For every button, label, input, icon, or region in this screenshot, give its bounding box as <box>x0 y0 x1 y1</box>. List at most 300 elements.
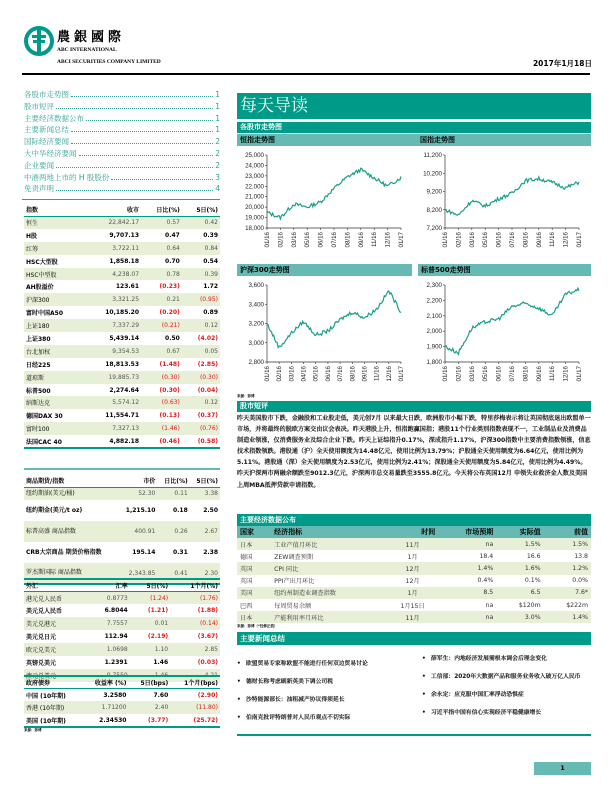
svg-text:12/16: 12/16 <box>562 232 570 248</box>
chart-source: 来源：彭博 <box>237 394 255 398</box>
cell-value: 2.50 <box>203 507 218 514</box>
cell-value: 巴西 <box>240 602 253 610</box>
toc-item-label: 企业要闻 <box>24 160 54 170</box>
cell-value: 1.2% <box>544 562 591 574</box>
table-row <box>237 538 591 550</box>
cell-value: (1.76) <box>170 592 220 605</box>
cell-value: 7,337.29 <box>85 319 141 332</box>
news-list-right <box>422 655 594 727</box>
toc-item-label: 主要新闻总结 <box>24 125 69 135</box>
svg-text:3,600: 3,600 <box>248 282 264 289</box>
cell-value: 0.01 <box>130 617 170 630</box>
svg-text:11,200: 11,200 <box>423 152 442 159</box>
cell-value: 0.67 <box>141 345 182 358</box>
column-header: 日比(%) <box>157 475 189 487</box>
cell-value: 美国 <box>237 587 271 599</box>
cell-value: 0.54 <box>203 257 218 265</box>
cell-value: 0.7550 <box>87 669 130 682</box>
svg-text:04/16: 04/16 <box>300 366 308 382</box>
cell-value: (1.88) <box>197 607 218 615</box>
table-row <box>24 617 220 630</box>
row-label: 纽约期油(美元/桶) <box>24 487 118 500</box>
svg-text:23,000: 23,000 <box>245 172 264 180</box>
header-divider <box>22 73 590 75</box>
toc-item-page: 1 <box>215 101 220 111</box>
svg-text:19,000: 19,000 <box>245 214 264 222</box>
toc-item[interactable] <box>24 183 220 195</box>
page-number: 1 <box>534 762 591 775</box>
svg-text:08/16: 08/16 <box>349 366 357 382</box>
cell-value: 7.7557 <box>87 617 130 630</box>
svg-text:09/16: 09/16 <box>357 232 365 248</box>
news-item <box>422 709 594 718</box>
cell-value: 1.4% <box>438 562 496 574</box>
cell-value: 195.14 <box>132 549 156 556</box>
svg-text:06/16: 06/16 <box>324 366 332 382</box>
cell-value: 52.30 <box>118 487 158 500</box>
table-row <box>24 435 220 448</box>
cell-value: (3.67) <box>197 633 218 641</box>
table-row <box>24 358 220 371</box>
cell-value: 英国 <box>237 562 271 574</box>
table-row <box>24 319 220 332</box>
row-label: AH股溢价 <box>26 284 54 292</box>
svg-text:02/16: 02/16 <box>277 232 285 248</box>
commodities-table <box>24 475 220 585</box>
cell-value: 0.12 <box>182 319 220 332</box>
table-row <box>24 714 220 727</box>
column-header: 外汇 <box>24 579 87 592</box>
cell-value: 1.10 <box>130 643 170 656</box>
cell-value: 18.4 <box>479 552 494 560</box>
row-label: 澳元兑美元 <box>24 669 87 682</box>
svg-text:05/16: 05/16 <box>312 366 320 382</box>
svg-text:24,000: 24,000 <box>245 162 264 170</box>
cell-value: 3,722.11 <box>85 242 141 255</box>
svg-text:03/16: 03/16 <box>288 366 296 382</box>
column-header: 5日(%) <box>182 204 220 216</box>
cell-value: 6.8044 <box>104 607 128 615</box>
cell-value: 3.2580 <box>103 691 127 699</box>
cell-value: 0.70 <box>165 257 180 265</box>
column-header: 收益率 (%) <box>82 676 129 689</box>
cell-value: 2.30 <box>190 563 220 584</box>
column-header: 商品期货/指数 <box>24 475 118 487</box>
cell-value: (4.02) <box>197 334 218 342</box>
svg-text:03/16: 03/16 <box>468 232 476 248</box>
toc-item-page: 1 <box>215 113 220 123</box>
cell-value: 0.31 <box>172 549 188 556</box>
svg-text:06/16: 06/16 <box>317 232 325 248</box>
cell-value: 16.6 <box>526 552 541 560</box>
toc-item-page: 1 <box>215 90 220 99</box>
column-header: 指数 <box>24 204 85 216</box>
cell-value: na <box>438 538 496 550</box>
bullet-icon: • <box>237 697 241 703</box>
svg-text:10,200: 10,200 <box>423 170 442 178</box>
news-text: 德财长称考虑刷新英美下调公司税 <box>246 679 333 685</box>
line-chart-svg <box>237 150 409 258</box>
toc-leader-dots <box>111 179 213 180</box>
row-label: 德国DAX 30 <box>26 413 63 421</box>
column-header: 政府债券 <box>24 676 82 689</box>
cell-value: 产能利用率月环比 <box>271 611 387 623</box>
charts-section-title: 各股市走势图 <box>237 122 591 133</box>
row-label: 美国 (10年期) <box>26 717 66 725</box>
hscei-chart <box>415 150 587 262</box>
cell-value: 日本 <box>237 611 271 623</box>
cell-value: $222m <box>566 601 588 609</box>
column-header: 收市 <box>85 204 141 216</box>
abc-bank-logo-icon <box>24 26 54 56</box>
cell-value: (0.13) <box>159 412 180 420</box>
commodities-table-container <box>24 475 220 585</box>
svg-text:12/16: 12/16 <box>384 232 392 248</box>
cell-value: 0.12 <box>182 396 220 409</box>
table-row <box>237 550 591 562</box>
svg-text:1,800: 1,800 <box>426 359 442 366</box>
chart-title-sp500: 标普500走势图 <box>418 264 591 276</box>
cell-value: (1.48) <box>159 360 180 368</box>
toc-leader-dots <box>56 108 213 109</box>
table-row <box>237 562 591 574</box>
cell-value: 400.91 <box>118 521 158 542</box>
row-label: 上证380 <box>26 335 51 343</box>
svg-text:06/16: 06/16 <box>495 232 503 248</box>
svg-text:07/16: 07/16 <box>509 232 516 248</box>
cell-value: 1.46 <box>153 658 169 666</box>
toc-item[interactable] <box>24 148 220 160</box>
svg-text:08/16: 08/16 <box>522 366 530 382</box>
svg-text:07/16: 07/16 <box>337 366 345 382</box>
cell-value: (0.63) <box>141 396 182 409</box>
cell-value: 7.60 <box>153 691 169 699</box>
report-date: 2017年1月18日 <box>532 59 592 68</box>
cell-value: 11,554.71 <box>105 412 140 420</box>
news-title: 主要新闻总结 <box>237 632 591 645</box>
cell-value: 0.89 <box>203 309 218 317</box>
table-row <box>24 542 220 563</box>
toc-item-label: 大中华经济要闻 <box>24 148 77 158</box>
table-header-row <box>24 676 220 689</box>
cell-value: 0.18 <box>172 507 188 514</box>
toc-item[interactable] <box>24 136 220 148</box>
svg-text:11/16: 11/16 <box>373 366 381 382</box>
cell-value: (0.04) <box>197 386 218 394</box>
row-label: 道琼斯 <box>24 371 85 384</box>
row-label: 日经225 <box>26 361 51 369</box>
svg-text:01/16: 01/16 <box>264 232 271 248</box>
svg-text:01/16: 01/16 <box>442 366 449 382</box>
toc-item[interactable] <box>24 160 220 172</box>
line-chart-svg <box>237 280 409 392</box>
row-label: 上证180 <box>24 319 85 332</box>
bullet-icon: • <box>237 679 241 685</box>
table-header-row <box>237 526 591 538</box>
table-row <box>24 409 220 422</box>
econ-data-title: 主要经济数据公布 <box>237 514 591 526</box>
cell-value: 18,813.53 <box>105 360 140 368</box>
cell-value: 123.61 <box>115 283 140 291</box>
cell-value: 2.38 <box>203 549 218 556</box>
cell-value: 每周贸易余额 <box>274 602 312 610</box>
indices-table-container <box>24 204 220 449</box>
indices-table <box>24 204 220 449</box>
table-row <box>237 599 591 611</box>
svg-text:3,000: 3,000 <box>248 339 264 347</box>
row-label: 富时100 <box>24 422 85 435</box>
svg-text:02/16: 02/16 <box>455 232 463 248</box>
news-item <box>237 696 409 705</box>
cell-value: 112.94 <box>104 633 128 641</box>
bullet-icon: • <box>422 710 426 716</box>
line-chart-svg <box>415 150 587 258</box>
cell-value: 2.85 <box>170 643 220 656</box>
row-label: 罗杰斯国际 商品指数 <box>24 563 118 584</box>
bonds-source: 来源：彭博 <box>24 728 42 733</box>
cell-value: 1.71200 <box>82 701 129 714</box>
table-row <box>24 487 220 500</box>
svg-text:2,300: 2,300 <box>426 282 442 289</box>
cell-value: 9,707.13 <box>109 231 140 239</box>
cell-value: 3,321.25 <box>85 293 141 306</box>
fx-table <box>24 578 220 682</box>
cell-value: 11月 <box>387 538 438 550</box>
toc-leader-dots <box>86 120 213 121</box>
row-label: 富时中国A50 <box>26 310 63 318</box>
cell-value: (0.76) <box>182 422 220 435</box>
news-item <box>237 714 409 723</box>
cell-value: 1.5% <box>544 538 591 550</box>
svg-text:08/16: 08/16 <box>344 232 352 248</box>
column-header: 时间 <box>387 526 438 538</box>
cell-value: na <box>438 611 496 623</box>
svg-text:05/16: 05/16 <box>482 366 490 382</box>
cell-value: $120m <box>518 601 541 609</box>
cell-value: 0.78 <box>141 268 182 281</box>
svg-text:09/16: 09/16 <box>535 366 543 382</box>
cell-value: 0.47 <box>165 231 180 239</box>
svg-text:3,400: 3,400 <box>248 301 264 309</box>
econ-source: 来源：彭博（*经修正值） <box>237 624 278 629</box>
svg-text:01/17: 01/17 <box>576 366 583 382</box>
table-of-contents <box>24 89 220 195</box>
toc-item[interactable] <box>24 101 220 113</box>
toc-leader-dots <box>71 96 213 97</box>
cell-value: 英国 <box>240 578 253 586</box>
cell-value: (0.37) <box>197 412 218 420</box>
svg-text:01/16: 01/16 <box>264 366 271 382</box>
toc-item-label: 免责声明 <box>24 184 54 194</box>
table-row <box>24 306 220 319</box>
cell-value: (0.21) <box>141 319 182 332</box>
svg-text:03/16: 03/16 <box>468 366 476 382</box>
table-row <box>24 229 220 242</box>
svg-text:01/17: 01/17 <box>398 366 405 382</box>
svg-text:03/16: 03/16 <box>290 232 298 248</box>
cell-value: (25.72) <box>193 716 218 724</box>
cell-value: 0.05 <box>182 345 220 358</box>
cell-value: 0.11 <box>157 487 189 500</box>
line-chart-svg <box>415 280 587 392</box>
svg-text:05/16: 05/16 <box>482 232 490 248</box>
toc-leader-dots <box>71 131 213 132</box>
svg-text:02/16: 02/16 <box>455 366 463 382</box>
column-header: 5日(bps) <box>128 676 170 689</box>
cell-value: 1.46 <box>130 669 170 682</box>
cell-value: 4,238.07 <box>85 268 141 281</box>
chart-title-hsi: 恒指走势图 <box>240 136 275 144</box>
bullet-icon: • <box>237 715 241 721</box>
toc-item-label: 国际经济要闻 <box>24 137 69 147</box>
table-header-row <box>24 579 220 592</box>
cell-value: 0.4% <box>477 577 494 585</box>
cell-value: 日本 <box>237 538 271 550</box>
cell-value: ZEW调查预期 <box>274 553 314 561</box>
table-row <box>24 371 220 384</box>
news-text: 余永定：应克服中国汇率浮动恐惧症 <box>431 692 524 698</box>
divider <box>24 468 220 470</box>
toc-leader-dots <box>56 167 213 168</box>
svg-text:20,000: 20,000 <box>245 204 264 212</box>
cell-value: 13.8 <box>574 552 588 560</box>
cell-value: (2.90) <box>197 691 218 699</box>
row-label: 中国 (10年期) <box>26 692 66 700</box>
fx-table-container <box>24 578 220 682</box>
column-header: 市场预期 <box>438 526 496 538</box>
svg-text:22,000: 22,000 <box>245 183 264 191</box>
column-header: 汇率 <box>87 579 130 592</box>
econ-table-container <box>237 526 591 629</box>
table-row <box>24 293 220 306</box>
cell-value: 19,885.73 <box>85 371 141 384</box>
row-label: 美元兑日元 <box>26 634 57 642</box>
brand-company-name: ABCI SECURITIES COMPANY LIMITED <box>57 59 161 65</box>
table-header-row <box>24 204 220 216</box>
sp500-chart <box>415 280 587 396</box>
cell-value: (0.30) <box>159 386 180 394</box>
cell-value: 1,858.18 <box>109 257 140 265</box>
toc-item-label: 中港两地上市的 H 股股份 <box>24 172 110 182</box>
news-text: 习近平指中国有信心实现经济平稳健康增长 <box>431 710 542 716</box>
news-text: 沙特能源部长：油租减产协议得须延长 <box>246 697 345 703</box>
footer-divider <box>237 734 591 736</box>
svg-text:21,000: 21,000 <box>245 193 264 201</box>
cell-value: 1.2391 <box>104 658 128 666</box>
svg-text:06/16: 06/16 <box>495 366 503 382</box>
table-row <box>24 689 220 702</box>
svg-text:09/16: 09/16 <box>535 232 543 248</box>
cell-value: 6.5 <box>496 587 543 599</box>
cell-value: 7,327.13 <box>85 422 141 435</box>
commentary-text: 昨天美国股市下跌，金融股和工业股走低，美元创7月 以来最大日跌，欧洲股市小幅下跌，特里莎梅表示将让英国彻底退出欧盟单一市场，并将最终的脱欧方案交由议会表决。昨天港股上升，恒指跑赢国指；港股11个行业类别指数表现不一，工业制品业及消费品制造业领涨，仅消费服务业及综合企业下跌。昨天上证综指升0.17%，深成指升1.17%，沪深300指数中主要消费指数领涨，信息技术指数领跌。港股通（沪）全天使用额度为14.48亿元，使用比例为13.79%；沪股通全天使用额度为6.64亿元，使用比例为5.11%。港股通（深）全天使用额度为2.53亿元，使用比例为2.41%；深股通全天使用额度为5.84亿元，使用比例为4.49%。昨天沪深两市两融余额跌至9012.3亿元，沪深两市总交易量跌至3555.8亿元。今天将公布英国12月 申领失业救济金人数及美国上周MBA抵押贷款申请指数。 <box>237 415 591 489</box>
bullet-icon: • <box>422 674 426 680</box>
row-label: 美元兑人民币 <box>26 608 63 616</box>
row-label: HSC大型股 <box>26 258 58 266</box>
column-header: 国家 <box>237 526 271 538</box>
row-label: 英镑兑美元 <box>26 659 57 667</box>
svg-text:11/16: 11/16 <box>549 232 557 248</box>
svg-text:9,200: 9,200 <box>426 188 442 196</box>
toc-item-page: 4 <box>215 184 220 194</box>
table-row <box>24 701 220 714</box>
column-header: 前值 <box>544 526 591 538</box>
row-label: 沪深300 <box>24 293 85 306</box>
cell-value: 0.64 <box>141 242 182 255</box>
cell-value: 10,185.20 <box>105 309 140 317</box>
cell-value: 0.41 <box>157 563 189 584</box>
cell-value: 0.42 <box>182 216 220 229</box>
news-item <box>422 673 594 682</box>
cell-value: 7.6* <box>544 587 591 599</box>
toc-item[interactable] <box>24 89 220 101</box>
cell-value: 0.57 <box>141 216 182 229</box>
bullet-icon: • <box>422 692 426 698</box>
column-header: 1个月(%) <box>170 579 220 592</box>
cell-value: 0.50 <box>165 334 180 342</box>
news-text: 伯南克批评特朗普对人民币观点不切实际 <box>246 715 351 721</box>
cell-value: 12月 <box>405 578 420 586</box>
cell-value: 1.6% <box>496 562 543 574</box>
toc-item[interactable] <box>24 172 220 184</box>
toc-item-label: 股市短评 <box>24 101 54 111</box>
cell-value: (0.30) <box>141 371 182 384</box>
svg-text:05/16: 05/16 <box>304 232 312 248</box>
cell-value: 工业产值月环比 <box>271 538 387 550</box>
cell-value: (1.46) <box>141 422 182 435</box>
svg-text:01/16: 01/16 <box>442 232 449 248</box>
cell-value: 9,354.53 <box>85 345 141 358</box>
cell-value: 0.84 <box>182 242 220 255</box>
column-header: 实际值 <box>496 526 543 538</box>
hsi-chart <box>237 150 409 262</box>
table-row <box>24 255 220 268</box>
cell-value: (1.21) <box>147 607 169 615</box>
row-label: 恒生 <box>24 216 85 229</box>
row-label: 纽约期金(美元/t oz) <box>26 506 83 514</box>
svg-text:2,200: 2,200 <box>426 297 442 305</box>
svg-text:02/16: 02/16 <box>276 366 284 382</box>
cell-value: (0.30) <box>182 371 220 384</box>
table-row <box>24 630 220 643</box>
cell-value: (0.95) <box>182 293 220 306</box>
cell-value: 1.0698 <box>87 643 130 656</box>
chart-title-hscei: 国指走势图 <box>420 136 455 144</box>
row-label: 欧元兑美元 <box>24 643 87 656</box>
table-row <box>24 643 220 656</box>
bonds-table-container <box>24 675 220 733</box>
cell-value: 5,439.14 <box>109 334 140 342</box>
chart-title-csi300: 沪深300走势图 <box>237 264 412 276</box>
toc-item[interactable] <box>24 124 220 136</box>
cell-value: 0.39 <box>182 268 220 281</box>
toc-leader-dots <box>56 190 213 191</box>
news-text: 工信部：2020年大数据产品和服务业务收入破万亿人民币 <box>431 674 581 680</box>
toc-item-page: 3 <box>215 172 220 182</box>
column-header: 1个月(bps) <box>170 676 220 689</box>
svg-text:11/16: 11/16 <box>371 232 379 248</box>
toc-item[interactable] <box>24 113 220 125</box>
cell-value: 3.0% <box>496 611 543 623</box>
cell-value: 2.34530 <box>99 716 127 724</box>
svg-text:12/16: 12/16 <box>385 366 393 382</box>
cell-value: 5,574.12 <box>85 396 141 409</box>
svg-text:1,900: 1,900 <box>426 343 442 351</box>
commentary-title: 股市短评 <box>237 401 591 412</box>
econ-data-table <box>237 526 591 623</box>
toc-divider <box>22 199 220 200</box>
cell-value: na <box>485 601 494 609</box>
